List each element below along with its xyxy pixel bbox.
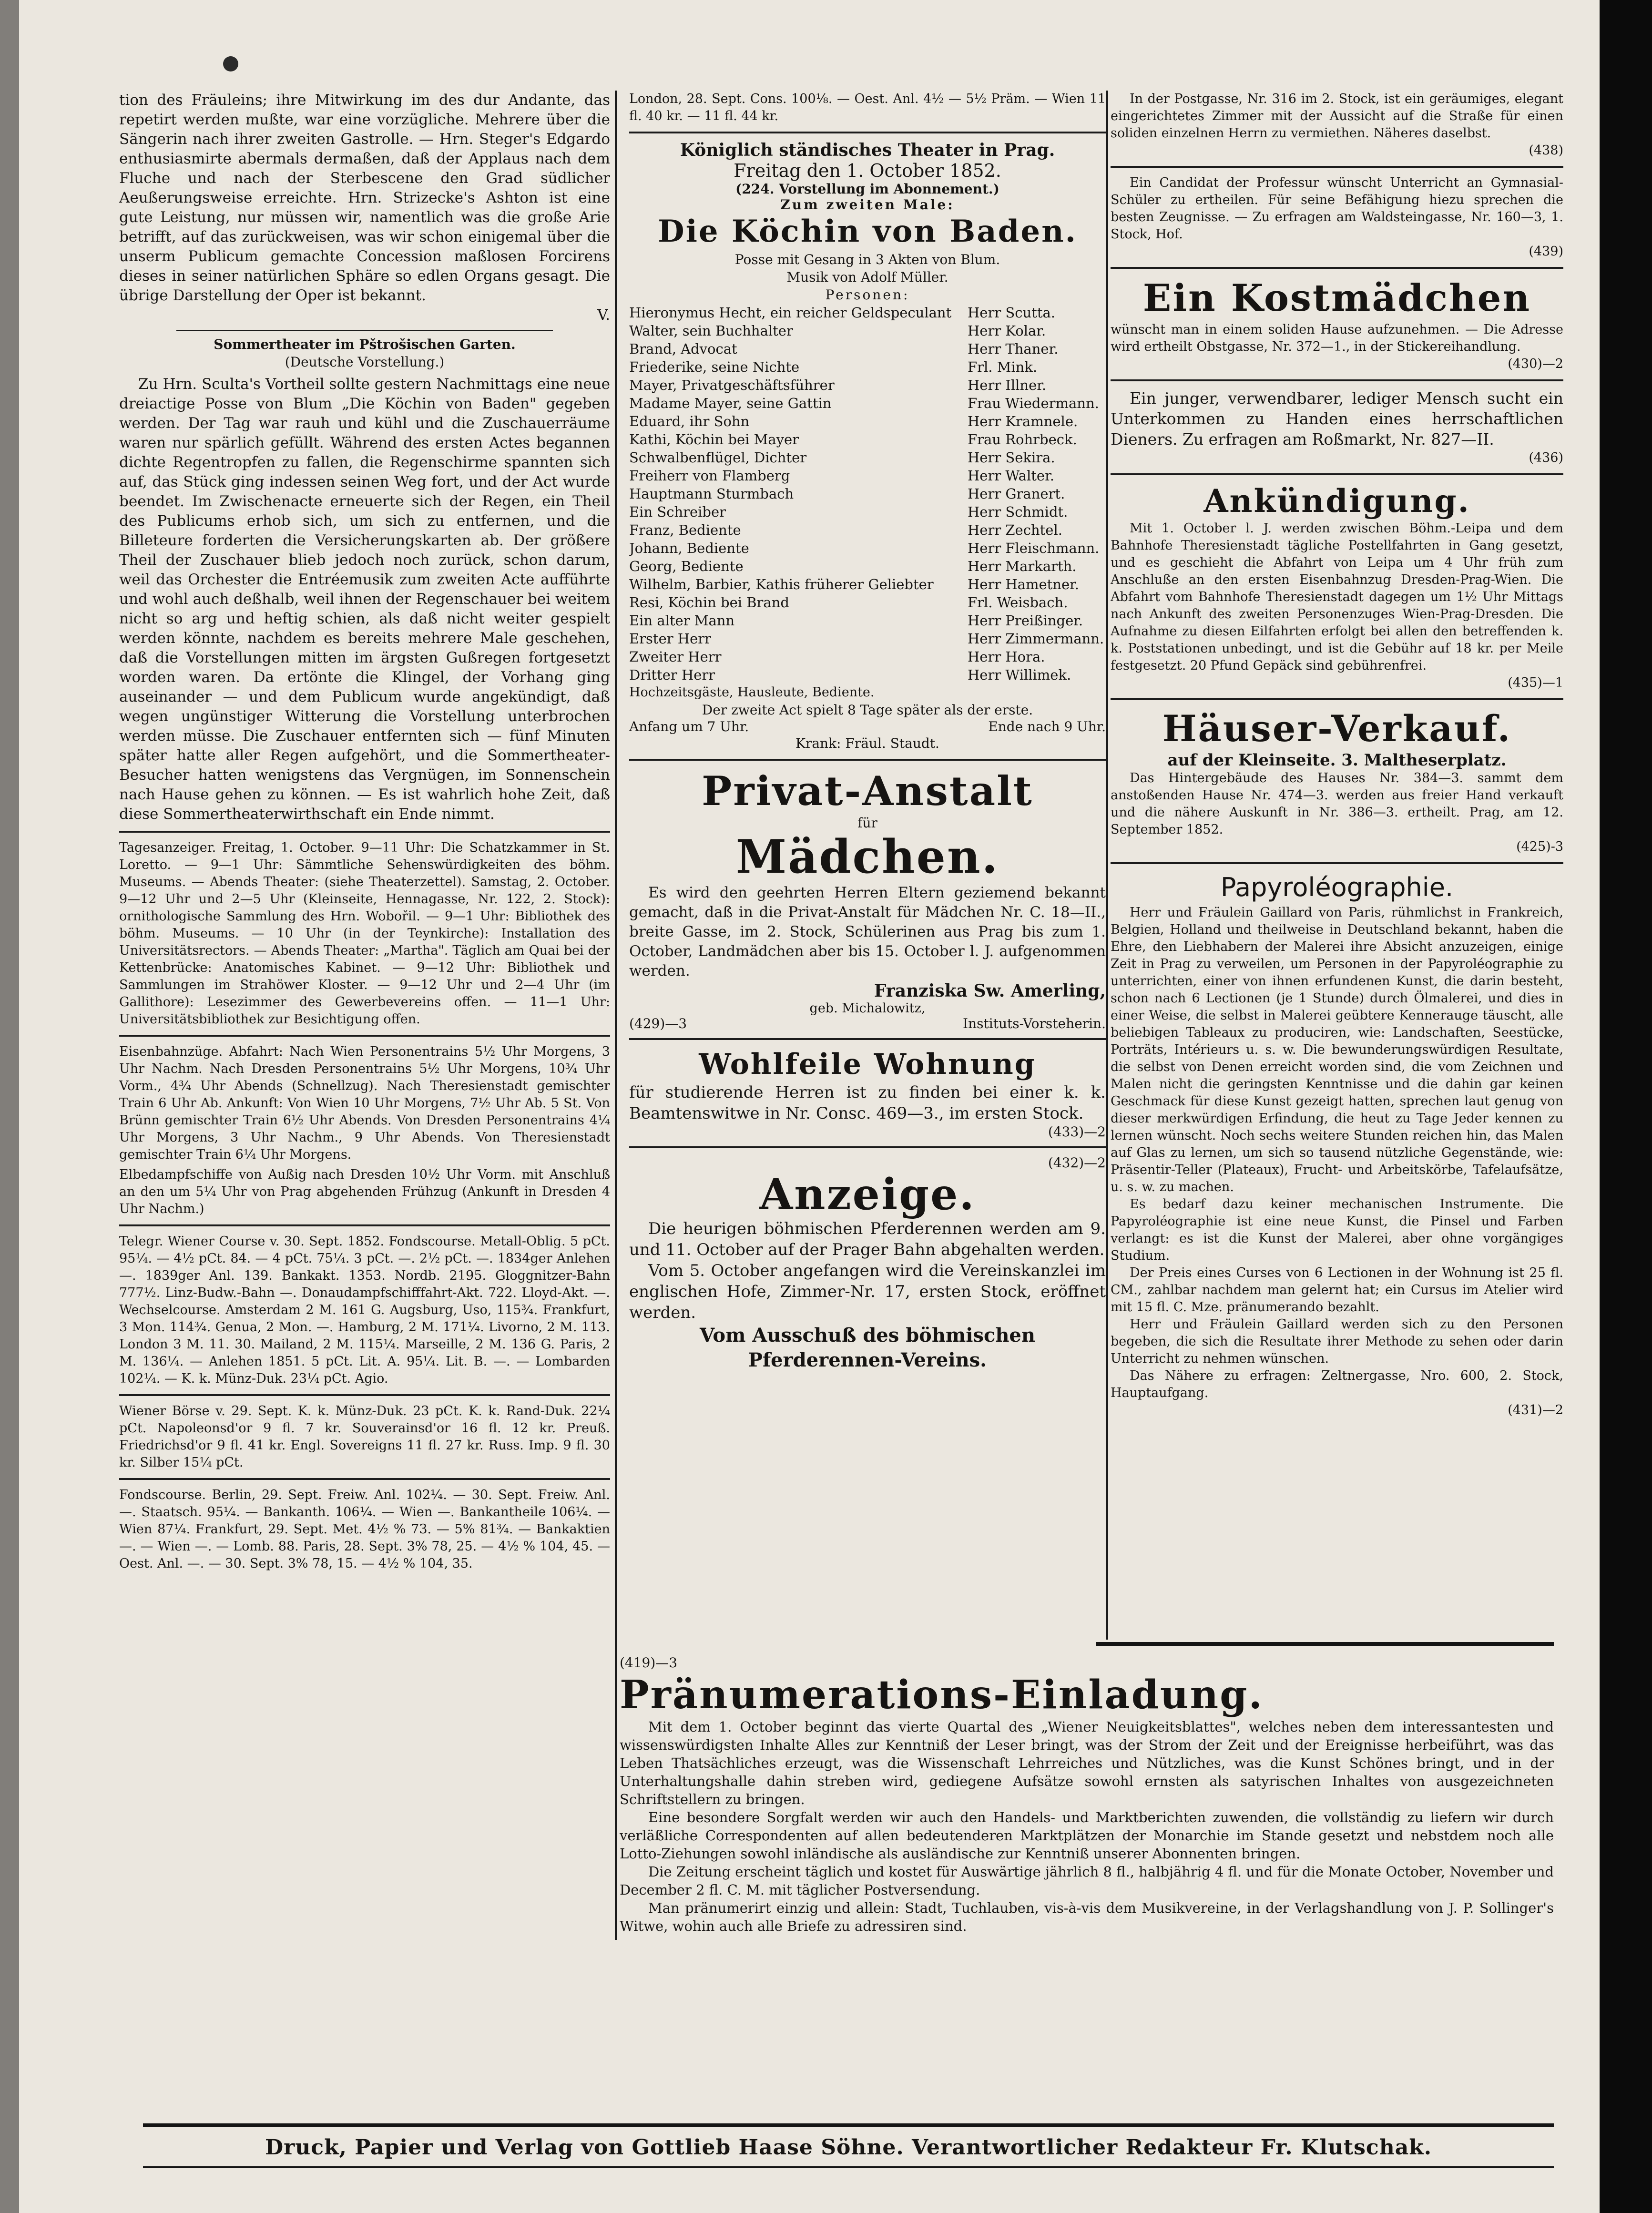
cast-row bbox=[629, 430, 1106, 449]
privat-birth-name: geb. Michalowitz, bbox=[809, 1001, 926, 1016]
haeuser-verkauf-title: Häuser-Verkauf. bbox=[1162, 707, 1512, 750]
cast-actor: Herr Zimmermann. bbox=[968, 631, 1104, 647]
cast-role: Schwalbenflügel, Dichter bbox=[629, 449, 807, 466]
cast-extras: Hochzeitsgäste, Hausleute, Bediente. bbox=[629, 685, 875, 700]
papyroleographie-text-4: Herr und Fräulein Gaillard werden sich zu den Personen begeben, die sich die Resultate ihrer Methode zu sehen oder darin Unterricht zu nehmen wünschen. bbox=[1111, 1317, 1563, 1366]
column-rule-1 bbox=[615, 91, 617, 1940]
cast-row bbox=[629, 557, 1106, 575]
cast-row bbox=[629, 612, 1106, 630]
ad-number: (430)—2 bbox=[1508, 357, 1563, 371]
cast-list bbox=[629, 304, 1106, 684]
praenumeration-text-3: Die Zeitung erscheint täglich und kostet für Auswärtige jährlich 8 fl., halbjährig 4 fl. und für die Monate October, November und December 2 fl. C. M. mit täglicher Postversendung. bbox=[620, 1864, 1554, 1898]
privat-anstalt-title: Privat-Anstalt bbox=[702, 767, 1033, 815]
summer-theatre-heading: Sommertheater im Pštrošischen Garten. bbox=[214, 337, 516, 352]
play-subtitle: Posse mit Gesang in 3 Akten von Blum. bbox=[734, 252, 1000, 267]
cast-row bbox=[629, 539, 1106, 557]
divider bbox=[1096, 1642, 1554, 1646]
cast-row bbox=[629, 449, 1106, 467]
cast-row bbox=[629, 630, 1106, 648]
steamship-schedule: Elbedampfschiffe von Außig nach Dresden 10½ Uhr Vorm. mit Anschluß an den um 5¼ Uhr von Prag abgehenden Frühzug (Ankunft in Dresden 4 Uhr Nachm.) bbox=[119, 1167, 610, 1216]
wohnung-title: Wohlfeile Wohnung bbox=[699, 1048, 1036, 1081]
papyroleographie-title: Papyroléographie. bbox=[1220, 872, 1454, 902]
play-title: Die Köchin von Baden. bbox=[658, 214, 1077, 249]
cast-role: Brand, Advocat bbox=[629, 341, 737, 357]
divider bbox=[119, 1478, 610, 1480]
cast-role: Kathi, Köchin bei Mayer bbox=[629, 431, 799, 448]
divider bbox=[629, 1038, 1106, 1040]
cast-role: Wilhelm, Barbier, Kathis früherer Geliebter bbox=[629, 576, 934, 592]
divider bbox=[1111, 698, 1563, 700]
imprint: Druck, Papier und Verlag von Gottlieb Haase Söhne. Verantwortlicher Redakteur Fr. Klutschak. bbox=[265, 2135, 1432, 2160]
praenumeration-text-2: Eine besondere Sorgfalt werden wir auch den Handels- und Marktberichten zuwenden, die vollständig zu liefern wir durch verläßliche Correspondenten auf allen bedeutenderen Marktplätzen der Monarchie im Stande gesetzt und nebstdem noch alle Lotto-Ziehungen sowohl inländische als ausländische zur Kenntniß unserer Abonnenten bringen. bbox=[620, 1809, 1554, 1862]
maedchen-title: Mädchen. bbox=[735, 830, 999, 884]
cast-actor: Frl. Weisbach. bbox=[968, 594, 1068, 611]
cast-role: Walter, sein Buchhalter bbox=[629, 323, 793, 339]
wohnung-text: für studierende Herren ist zu finden bei einer k. k. Beamtenswitwe in Nr. Consc. 469—3., im ersten Stock. bbox=[629, 1083, 1106, 1123]
cast-row bbox=[629, 322, 1106, 340]
summer-theatre-report: Zu Hrn. Sculta's Vortheil sollte gestern Nachmittags eine neue dreiactige Posse von Blum „Die Köchin von Baden" gegeben werden. Der Tag war rauh und kühl und die Zuschauerräume waren nur spärlich gefüllt. Während des ersten Actes begannen dichte Regentropfen zu fallen, die Regenschirme spannten sich auf, das Stück ging indessen seinen Weg fort, und der Act wurde beendet. Im Zwischenacte erneuerte sich der Regen, ein Theil des Publicums erhob sich, um sich zu entfernen, und die Billeteure forderten die Versicherungskarten ab. Der größere Theil der Zuschauer blieb jedoch noch zurück, schon darum, weil das Orchester die Entréemusik zum zweiten Acte aufführte und wohl auch deßhalb, weil ihnen der Regenschauer bei weitem nicht so arg und heftig schien, als daß nicht weiter gespielt werden könnte, nachdem es bereits mehrere Male geschehen, daß die Vorstellungen mitten im ärgsten Gußregen fortgesetzt worden waren. Da ertönte die Klingel, der Vorhang ging auseinander — und dem Publicum wurde angekündigt, daß wegen ungünstiger Witterung die Vorstellung unterbrochen werden müsse. Die Zuschauer entfernten sich — fünf Minuten später hatte aller Regen aufgehört, und die Sommertheater-Besucher hatten wenigstens das Vergnügen, im Sonnenschein nach Hause gehen zu können. — Es ist wahrlich hohe Zeit, daß diese Sommertheaterwirthschaft ein Ende nimmt. bbox=[119, 376, 610, 823]
review-signature: V. bbox=[597, 306, 610, 324]
footer-rule-bottom bbox=[143, 2166, 1554, 2168]
cast-row bbox=[629, 467, 1106, 485]
divider bbox=[119, 1035, 610, 1037]
privat-anstalt-text: Es wird den geehrten Herren Eltern geziemend bekannt gemacht, daß in die Privat-Anstalt für Mädchen Nr. C. 18—II., breite Gasse, im 2. Stock, Schülerinen aus Prag bis zum 1. October, Landmädchen aber bis 15. October l. J. aufgenommen werden. bbox=[629, 884, 1106, 979]
theatre-date: Freitag den 1. October 1852. bbox=[734, 160, 1001, 181]
end-time: Ende nach 9 Uhr. bbox=[988, 719, 1106, 734]
cast-row bbox=[629, 593, 1106, 612]
cast-row bbox=[629, 358, 1106, 376]
column-rule-2 bbox=[1106, 91, 1108, 1640]
cast-row bbox=[629, 485, 1106, 503]
postgasse-ad: In der Postgasse, Nr. 316 im 2. Stock, ist ein geräumiges, elegant eingerichtetes Zimmer mit der Aussicht auf die Straße für einen soliden einzelnen Herrn zu vermiethen. Näheres daselbst. bbox=[1111, 92, 1563, 141]
cast-role: Resi, Köchin bei Brand bbox=[629, 594, 789, 611]
praenumeration-text-1: Mit dem 1. October beginnt das vierte Quartal des „Wiener Neuigkeitsblattes", welches neben dem interessantesten und wissenswürdigsten Inhalte Alles zur Kenntniß der Leser bringt, was der Strom der Zeit und der Ereignisse herbeiführt, was das Leben Thatsächliches erzeugt, was die Wissenschaft Lehrreiches und Nützliches, was die Kunst Schönes bringt, und in der Unterhaltungshalle dahin streben wird, gediegene Aufsätze sowohl ernsten als satyrischen Inhaltes von ausgezeichneten Schriftstellern zu bringen. bbox=[620, 1719, 1554, 1807]
haeuser-location: auf der Kleinseite. 3. Maltheserplatz. bbox=[1167, 751, 1507, 770]
cast-role: Franz, Bediente bbox=[629, 522, 741, 538]
haeuser-text: Das Hintergebäude des Hauses Nr. 384—3. sammt dem anstoßenden Hause Nr. 474—3. werden aus freier Hand verkauft und die nähere Auskunft in Nr. 386—3. ertheilt. Prag, am 12. September 1852. bbox=[1111, 771, 1563, 837]
cast-actor: Herr Sekira. bbox=[968, 449, 1055, 466]
footer-rule bbox=[143, 2123, 1554, 2127]
cast-heading: Personen: bbox=[825, 287, 910, 303]
cast-row bbox=[629, 412, 1106, 430]
page-edge-dark bbox=[1600, 0, 1652, 2213]
summer-theatre-subheading: (Deutsche Vorstellung.) bbox=[285, 354, 445, 370]
cast-actor: Herr Kramnele. bbox=[968, 413, 1078, 429]
privat-signature: Franziska Sw. Amerling, bbox=[874, 981, 1106, 1001]
papyroleographie-text-5: Das Nähere zu erfragen: Zeltnergasse, Nro. 600, 2. Stock, Hauptaufgang. bbox=[1111, 1368, 1563, 1400]
second-time-label: Zum zweiten Male: bbox=[780, 197, 955, 213]
ad-number: (431)—2 bbox=[1508, 1403, 1563, 1418]
page-shadow-left bbox=[0, 0, 19, 2213]
cast-role: Ein Schreiber bbox=[629, 504, 726, 520]
cast-row bbox=[629, 521, 1106, 539]
column-middle bbox=[629, 91, 1106, 1640]
divider bbox=[1111, 267, 1563, 269]
ankuendigung-text: Mit 1. October l. J. werden zwischen Böhm.-Leipa und dem Bahnhofe Theresienstadt tägliche Postellfahrten in Gang gesetzt, und es geschieht die Abfahrt von Leipa um 4 Uhr früh zum Anschluße an den ersten Eisenbahnzug Dresden-Prag-Wien. Die Abfahrt vom Bahnhofe Theresienstadt dagegen um 1½ Uhr Mittags nach Ankunft des zweiten Personenzuges Wien-Prag-Dresden. Die Aufnahme zu diesen Eilfahrten erfolgt bei allen den betreffenden k. k. Poststationen unbedingt, und ist die Gebühr auf 18 kr. per Meile festgesetzt. 20 Pfund Gepäck sind gebührenfrei. bbox=[1111, 521, 1563, 673]
cast-role: Hauptmann Sturmbach bbox=[629, 486, 794, 502]
divider bbox=[119, 1394, 610, 1396]
cast-role: Zweiter Herr bbox=[629, 649, 722, 665]
divider bbox=[119, 1224, 610, 1226]
cast-role: Georg, Bediente bbox=[629, 558, 744, 574]
divider bbox=[629, 759, 1106, 761]
cast-actor: Herr Markarth. bbox=[968, 558, 1077, 574]
london-rates: London, 28. Sept. Cons. 100⅛. — Oest. Anl. 4½ — 5½ Präm. — Wien 11 fl. 40 kr. — 11 fl. 44 kr. bbox=[629, 92, 1106, 123]
cast-actor: Herr Schmidt. bbox=[968, 504, 1068, 520]
ad-number: (425)-3 bbox=[1516, 839, 1563, 854]
cast-role: Eduard, ihr Sohn bbox=[629, 413, 750, 429]
cast-row bbox=[629, 304, 1106, 322]
ad-number: (436) bbox=[1529, 450, 1563, 465]
ad-number: (432)—2 bbox=[1048, 1155, 1106, 1171]
cast-row bbox=[629, 666, 1106, 684]
divider bbox=[119, 831, 610, 833]
fonds-course: Fondscourse. Berlin, 29. Sept. Freiw. Anl. 102¼. — 30. Sept. Freiw. Anl. —. Staatsch. 95¼. — Bankanth. 106¼. — Wien —. Bankantheile 106¼. — Wien 87¼. Frankfurt, 29. Sept. Met. 4½ % 73. — 5% 81¾. — Bankaktien —. — Wien —. — Lomb. 88. Paris, 28. Sept. 3% 78, 25. — 4½ % 104, 45. — Oest. Anl. —. — 30. Sept. 3% 78, 15. — 4½ % 104, 35. bbox=[119, 1488, 610, 1571]
cast-actor: Herr Illner. bbox=[968, 377, 1047, 393]
privat-role: Instituts-Vorsteherin. bbox=[963, 1016, 1106, 1031]
papyroleographie-text-1: Herr und Fräulein Gaillard von Paris, rühmlichst in Frankreich, Belgien, Holland und theilweise in Deutschland bekannt, haben die Ehre, den Liebhabern der Malerei ihre Absicht anzuzeigen, einige Zeit in Prag zu verweilen, um Personen in der Papyroléographie zu unterrichten, einer von ihnen erfundenen Kunst, die darin besteht, schon nach 6 Lectionen (je 1 Stunde) durch Ölmalerei, und dies in einer Weise, die selbst in Malerei geübtere Kennerauge täuscht, alle beliebigen Tableaux zu produciren, wie: Landschaften, Seestücke, Porträts, Intérieurs u. s. w. Die bewunderungswürdigen Resultate, die selbst von Denen erreicht worden sind, die vom Zeichnen und Malen nicht die geringsten Kenntnisse und die dahin gar keinen Geschmack für diese Kunst gezeigt hatten, sprechen laut genug von dieser merkwürdigen Erfindung, die heut zu Tage Jeder kennen zu lernen wünscht. Noch sechs weitere Stunden reichen hin, das Malen auf Glas zu lernen, um sich so tausend nützliche Gegenstände, wie: Präsentir-Teller (Plateaux), Frucht- und Arbeitskörbe, Tafelaufsätze, u. s. w. zu machen. bbox=[1111, 905, 1563, 1194]
cast-actor: Herr Hora. bbox=[968, 649, 1045, 665]
diener-ad: Ein junger, verwendbarer, lediger Mensch sucht ein Unterkommen zu Handen eines herrschaftlichen Dieners. Zu erfragen am Roßmarkt, Nr. 827—II. bbox=[1111, 389, 1563, 449]
column-right bbox=[1111, 91, 1563, 1640]
anzeige-signature: Vom Ausschuß des böhmischen Pferderennen-Vereins. bbox=[700, 1324, 1035, 1371]
play-music: Musik von Adolf Müller. bbox=[786, 269, 948, 285]
cast-actor: Herr Thaner. bbox=[968, 341, 1059, 357]
divider bbox=[1111, 862, 1563, 864]
cast-role: Ein alter Mann bbox=[629, 612, 735, 629]
vienna-exchange-rates: Telegr. Wiener Course v. 30. Sept. 1852. Fondscourse. Metall-Oblig. 5 pCt. 95¼. — 4½ pCt. 84. — 4 pCt. 75¼. 3 pCt. —. 2½ pCt. —. 1834ger Anlehen —. 1839ger Anl. 139. Bankakt. 1353. Nordb. 2195. Gloggnitzer-Bahn 777½. Linz-Budw.-Bahn —. Donaudampfschifffahrt-Akt. 722. Lloyd-Akt. —. Wechselcourse. Amsterdam 2 M. 161 G. Augsburg, Uso, 115¾. Frankfurt, 3 Mon. 114¾. Genua, 2 Mon. —. Hamburg, 2 M. 171¼. Livorno, 2 M. 113. London 3 M. 11. 30. Mailand, 2 M. 115¼. Marseille, 2 M. 136 G. Paris, 2 M. 136¼. — Anlehen 1851. 5 pCt. Lit. A. 95¼. Lit. B. —. — Lombarden 102¼. — K. k. Münz-Duk. 23¼ pCt. Agio. bbox=[119, 1234, 610, 1386]
divider bbox=[1111, 166, 1563, 168]
cast-role: Madame Mayer, seine Gattin bbox=[629, 395, 832, 411]
papyroleographie-text-3: Der Preis eines Curses von 6 Lectionen in der Wohnung ist 25 fl. CM., zahlbar nachdem man gelernt hat; ein Cursus im Atelier wird mit 15 fl. C. Mze. pränumerando bezahlt. bbox=[1111, 1265, 1563, 1315]
tagesanzeiger: Tagesanzeiger. Freitag, 1. October. 9—11 Uhr: Die Schatzkammer in St. Loretto. — 9—1 Uhr: Sämmtliche Sehenswürdigkeiten des böhm. Museums. — Abends Theater: (siehe Theaterzettel). Samstag, 2. October. 9—12 Uhr und 2—5 Uhr (Kleinseite, Hennagasse, Nr. 122, 2. Stock): ornithologische Sammlung des Hrn. Wobořil. — 9—1 Uhr: Bibliothek des böhm. Museums. — 10 Uhr (in der Teynkirche): Installation des Universitätsrectors. — Abends Theater: „Martha". Täglich am Quai bei der Kettenbrücke: Anatomisches Kabinet. — 9—12 Uhr: Bibliothek und Sammlungen im Strahöwer Kloster. — 9—12 Uhr und 2—4 Uhr (im Gallithore): Lesezimmer des Gewerbevereins offen. — 11—1 Uhr: Universitätsbibliothek zur Besichtigung offen. bbox=[119, 840, 610, 1027]
cast-actor: Herr Kolar. bbox=[968, 323, 1046, 339]
papyroleographie-text-2: Es bedarf dazu keiner mechanischen Instrumente. Die Papyroléographie ist eine neue Kunst, die Pinsel und Farben verlangt: es ist die Kunst der Malerei, aber ohne vorgängiges Studium. bbox=[1111, 1197, 1563, 1263]
anzeige-title: Anzeige. bbox=[759, 1169, 976, 1220]
railway-schedule: Eisenbahnzüge. Abfahrt: Nach Wien Personentrains 5½ Uhr Morgens, 3 Uhr Nachm. Nach Dresden Personentrains 5½ Uhr Morgens, 10¾ Uhr Vorm., 4¾ Uhr Abends (Schnellzug). Nach Theresienstadt gemischter Train 6 Uhr Ab. Ankunft: Von Wien 10 Uhr Morgens, 7½ Uhr Ab. 5 St. Von Brünn gemischter Train 6½ Uhr Abends. Von Dresden Personentrains 4¼ Uhr Morgens, 3 Uhr Nachm., 9 Uhr Abends. Von Theresienstadt gemischter Train 6¼ Uhr Morgens. bbox=[119, 1044, 610, 1162]
cast-row bbox=[629, 394, 1106, 412]
cast-actor: Herr Hametner. bbox=[968, 576, 1080, 592]
cast-row bbox=[629, 648, 1106, 666]
cast-actor: Frau Wiedermann. bbox=[968, 395, 1099, 411]
theatre-heading: Königlich ständisches Theater in Prag. bbox=[680, 140, 1055, 160]
cast-actor: Herr Granert. bbox=[968, 486, 1065, 502]
cast-actor: Herr Scutta. bbox=[968, 305, 1055, 321]
privat-fuer: für bbox=[857, 815, 877, 831]
vienna-bourse: Wiener Börse v. 29. Sept. K. k. Münz-Duk. 23 pCt. K. k. Rand-Duk. 22¼ pCt. Napoleonsd'or 9 fl. 7 kr. Souverainsd'or 16 fl. 12 kr. Preuß. Friedrichsd'or 9 fl. 41 kr. Engl. Sovereigns 11 fl. 27 kr. Russ. Imp. 9 fl. 30 kr. Silber 15¼ pCt. bbox=[119, 1404, 610, 1470]
cast-actor: Herr Willimek. bbox=[968, 667, 1071, 683]
cast-row bbox=[629, 340, 1106, 358]
cast-actor: Herr Fleischmann. bbox=[968, 540, 1100, 556]
kostmaedchen-title: Ein Kostmädchen bbox=[1142, 276, 1531, 320]
sick-note: Krank: Fräul. Staudt. bbox=[795, 735, 939, 751]
divider bbox=[1111, 379, 1563, 381]
cast-role: Erster Herr bbox=[629, 631, 711, 647]
ad-number: (435)—1 bbox=[1508, 675, 1563, 690]
ankuendigung-title: Ankündigung. bbox=[1203, 482, 1470, 520]
cast-role: Dritter Herr bbox=[629, 667, 715, 683]
praenumeration-text-4: Man pränumerirt einzig und allein: Stadt, Tuchlauben, vis-à-vis dem Musikvereine, in der Verlagshandlung von J. P. Sollinger's Witwe, wohin auch alle Briefe zu adressiren sind. bbox=[620, 1900, 1554, 1934]
cast-actor: Frl. Mink. bbox=[968, 359, 1038, 375]
performance-number: (224. Vorstellung im Abonnement.) bbox=[735, 181, 999, 197]
column-left bbox=[119, 91, 610, 1930]
ad-number: (438) bbox=[1529, 143, 1563, 158]
cast-role: Mayer, Privatgeschäftsführer bbox=[629, 377, 835, 393]
cast-actor: Herr Walter. bbox=[968, 468, 1054, 484]
cast-row bbox=[629, 376, 1106, 394]
act-note: Der zweite Act spielt 8 Tage später als der erste. bbox=[702, 702, 1033, 718]
cast-role: Hieronymus Hecht, ein reicher Geldspeculant bbox=[629, 305, 952, 321]
ad-number: (433)—2 bbox=[1048, 1124, 1106, 1140]
cast-actor: Herr Preißinger. bbox=[968, 612, 1083, 629]
cast-role: Johann, Bediente bbox=[629, 540, 749, 556]
cast-actor: Frau Rohrbeck. bbox=[968, 431, 1077, 448]
anzeige-text-2: Vom 5. October angefangen wird die Vereinskanzlei im englischen Hofe, Zimmer-Nr. 17, ersten Stock, eröffnet werden. bbox=[629, 1261, 1106, 1322]
ad-number: (419)—3 bbox=[620, 1655, 678, 1671]
praenumeration-title: Pränumerations-Einladung. bbox=[620, 1672, 1264, 1718]
candidat-ad: Ein Candidat der Professur wünscht Unterricht an Gymnasial-Schüler zu ertheilen. Für seine Befähigung hiezu sprechen die besten Zeugnisse. — Zu erfragen am Waldsteingasse, Nr. 160—3, 1. Stock, Hof. bbox=[1111, 175, 1563, 242]
ink-spot bbox=[223, 56, 238, 71]
start-time: Anfang um 7 Uhr. bbox=[629, 719, 749, 734]
showtime-row bbox=[629, 719, 1106, 734]
anzeige-text-1: Die heurigen böhmischen Pferderennen werden am 9. und 11. October auf der Prager Bahn abgehalten werden. bbox=[629, 1219, 1106, 1259]
ad-number: (439) bbox=[1529, 244, 1563, 259]
cast-role: Freiherr von Flamberg bbox=[629, 468, 790, 484]
cast-actor: Herr Zechtel. bbox=[968, 522, 1062, 538]
divider bbox=[1111, 473, 1563, 475]
privat-footer bbox=[629, 1016, 1106, 1031]
opera-review: tion des Fräuleins; ihre Mitwirkung im des dur Andante, das repetirt werden mußte, war eine vorzügliche. Mehrere über die Sängerin nach ihrer zweiten Gastrolle. — Hrn. Steger's Edgardo enthusiasmirte abermals dermaßen, daß der Applaus nach dem Fluche und nach der Sterbescene den Grad südlicher Aeußerungsweise erreichte. Hrn. Strizecke's Ashton ist eine gute Leistung, nur müssen wir, namentlich was die große Arie betrifft, auf das zurückweisen, was wir schon einigemal über die unserm Publicum gemachte Concession maßlosen Forcirens dieses in seiner natürlichen Sphäre so edlen Organs gesagt. Die übrige Darstellung der Oper ist bekannt. bbox=[119, 92, 610, 304]
cast-row bbox=[629, 575, 1106, 593]
praenumeration-block bbox=[620, 1654, 1554, 1935]
divider bbox=[629, 132, 1106, 133]
cast-role: Friederike, seine Nichte bbox=[629, 359, 800, 375]
kostmaedchen-text: wünscht man in einem soliden Hause aufzunehmen. — Die Adresse wird ertheilt Obstgasse, Nr. 372—1., in der Stickereihandlung. bbox=[1111, 322, 1563, 354]
divider bbox=[629, 1146, 1106, 1148]
divider bbox=[176, 330, 553, 331]
cast-row bbox=[629, 503, 1106, 521]
ad-number: (429)—3 bbox=[629, 1016, 687, 1031]
